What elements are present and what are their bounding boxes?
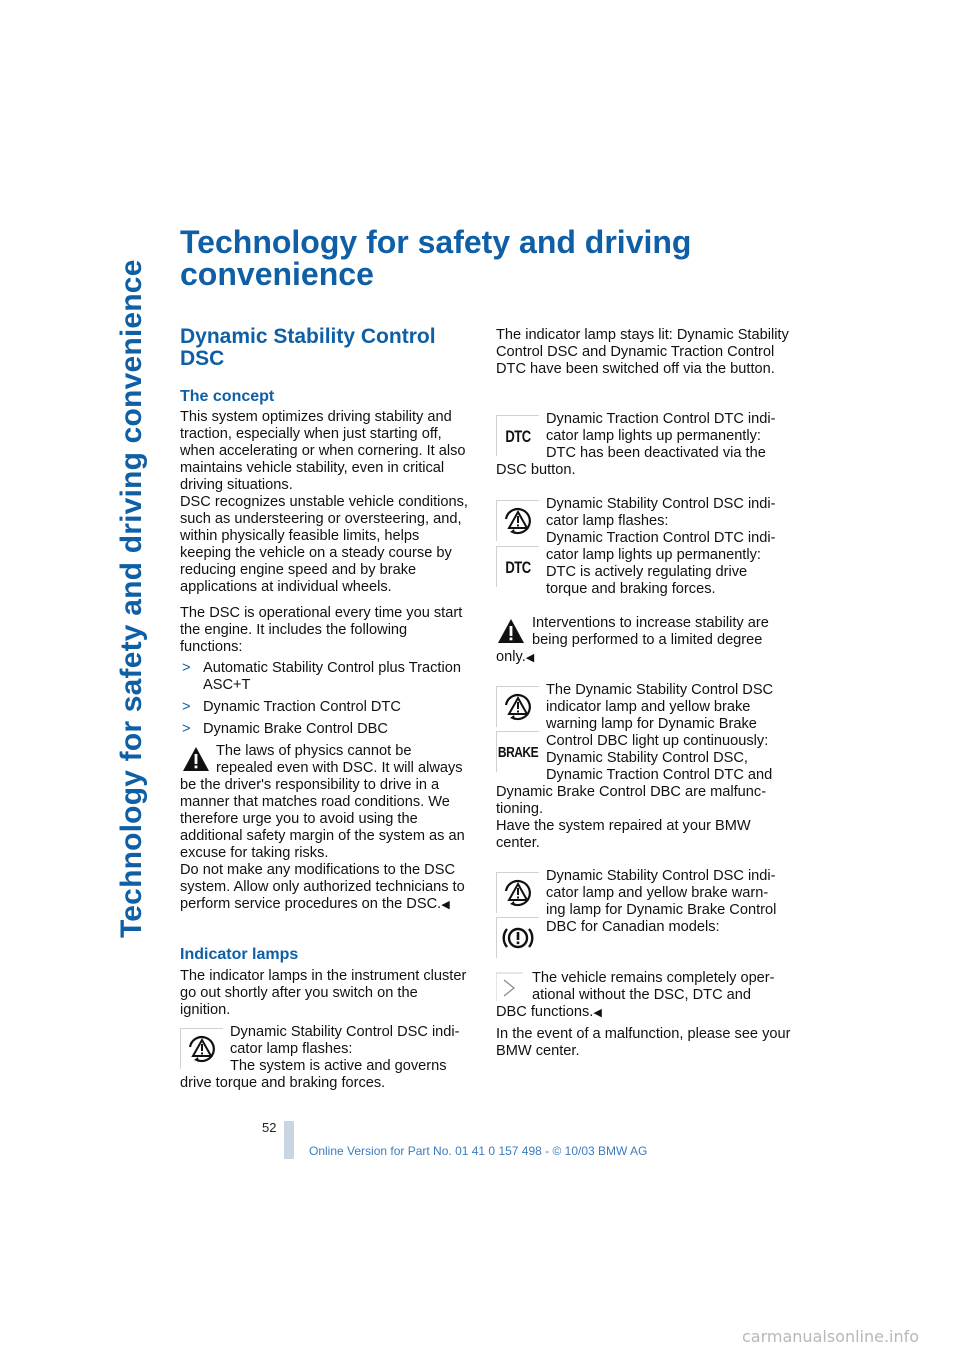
paragraph-indicator-lamps: The indicator lamps in the instrument cluster go out shortly after you switch on the ignition.: [180, 968, 467, 1018]
flash-text-line: cator lamp flashes:: [546, 513, 669, 529]
list-item: [180, 721, 472, 738]
flash-text-line: cator lamp lights up permanently:: [546, 547, 761, 563]
warning-paragraph-2: [180, 862, 472, 914]
warning-paragraph-2-text: Do not make any modifications to the DSC system. Allow only authorized technicians to perform service procedures on the DSC.: [180, 862, 465, 912]
flash-text-line: torque and braking forces.: [546, 581, 716, 597]
brake-text-line: Have the system repaired at your BMW: [496, 818, 751, 834]
warning-line-1: The laws of physics cannot be: [216, 743, 412, 759]
note-arrow-icon: [496, 972, 524, 1002]
end-marker: ◀: [525, 652, 535, 664]
warning-line: [496, 649, 792, 667]
brake-text-line: The Dynamic Stability Control DSC: [546, 682, 774, 698]
warning-paragraph: be the driver's responsibility to drive in a manner that matches road conditions. We therefore urge you to avoid using the additional safety margin of the system as an excuse for taking risks.: [180, 777, 465, 861]
bullet-marker: >: [182, 660, 191, 676]
warning-line-text: only.: [496, 649, 526, 665]
paragraph-indicator-stays-lit: The indicator lamp stays lit: Dynamic Stability Control DSC and Dynamic Traction Control DTC have been switched off via the button.: [496, 327, 789, 377]
brake-lamp-icon: [496, 731, 539, 772]
dtc-text-line: Dynamic Traction Control DTC indi-: [546, 411, 776, 427]
side-title-text: Technology for safety and driving convenience: [115, 259, 148, 938]
dsc-lamp-icon: [496, 872, 539, 913]
paragraph-malfunction: In the event of a malfunction, please see your BMW center.: [496, 1026, 791, 1059]
end-marker: ◀: [441, 899, 450, 911]
canada-text-line: cator lamp and yellow brake warn-: [546, 885, 769, 901]
canada-text-line: DBC for Canadian models:: [546, 919, 720, 935]
paragraph-concept: This system optimizes driving stability and traction, especially when just starting off, when accelerating or when cornering. It also maintains vehicle stability, even in critical driving situations.: [180, 409, 466, 493]
warning-triangle-icon: [182, 746, 210, 772]
dsc-lamp-icon: [496, 686, 539, 727]
warning-line: being performed to a limited degree: [532, 632, 763, 648]
end-marker: ◀: [593, 1007, 602, 1019]
page-title: Technology for safety and driving convenience: [180, 224, 692, 292]
flash-text-line: Dynamic Traction Control DTC indi-: [546, 530, 776, 546]
dsc-lamp-icon: [180, 1028, 223, 1069]
dtc-icon-label: DTC: [505, 557, 531, 577]
subheading-indicator-lamps: Indicator lamps: [180, 946, 299, 963]
brake-text-line: center.: [496, 835, 540, 851]
footer-online-version: Online Version for Part No. 01 41 0 157 498 - © 10/03 BMW AG: [309, 1144, 648, 1158]
dtc-lamp-icon: [496, 415, 539, 456]
canada-text-line: Dynamic Stability Control DSC indi-: [546, 868, 776, 884]
side-title: [112, 228, 162, 938]
brake-text-line: Dynamic Traction Control DTC and: [546, 767, 773, 783]
paragraph-dsc-recognizes: DSC recognizes unstable vehicle conditions, such as understeering or oversteering, and, within physically feasible limits, helps keeping the vehicle on a steady course by reducing engine speed and by brake applications at individual wheels.: [180, 494, 468, 595]
list-item-text: Automatic Stability Control plus Traction ASC+T: [203, 660, 461, 693]
lamp-text-line: drive torque and braking forces.: [180, 1075, 386, 1091]
note-line: ational without the DSC, DTC and: [532, 987, 752, 1003]
watermark: carmanualsonline.info: [742, 1327, 920, 1346]
dsc-warning-icon: [185, 1033, 219, 1065]
warning-line-2: repealed even with DSC. It will always: [216, 760, 463, 776]
lamp-text-line: cator lamp flashes:: [230, 1041, 353, 1057]
dsc-warning-icon: [501, 691, 535, 723]
bullet-marker: >: [182, 721, 191, 737]
flash-text-line: DTC is actively regulating drive: [546, 564, 748, 580]
brake-circle-lamp-icon: [496, 917, 539, 958]
dtc-text-line: cator lamp lights up permanently:: [546, 428, 761, 444]
note-line: The vehicle remains completely oper-: [532, 970, 775, 986]
dtc-text-line: DTC has been deactivated via the: [546, 445, 766, 461]
warning-line: Interventions to increase stability are: [532, 615, 769, 631]
page-number: 52: [262, 1120, 277, 1135]
dtc-icon-label: DTC: [505, 426, 531, 446]
flash-text-line: Dynamic Stability Control DSC indi-: [546, 496, 776, 512]
section-heading-dsc: Dynamic Stability Control DSC: [180, 325, 436, 370]
dtc-text-line: DSC button.: [496, 462, 576, 478]
list-item: [180, 699, 472, 716]
paragraph-dsc-operational: The DSC is operational every time you start the engine. It includes the following functions:: [180, 605, 463, 655]
note-line-text: DBC functions.: [496, 1004, 594, 1020]
brake-text-line: Control DBC light up continuously:: [546, 733, 769, 749]
brake-text-line: Dynamic Brake Control DBC are malfunc-: [496, 784, 767, 800]
list-item: [180, 660, 472, 694]
lamp-text-line: Dynamic Stability Control DSC indi-: [230, 1024, 460, 1040]
brake-text-line: indicator lamp and yellow brake: [546, 699, 751, 715]
list-item-text: Dynamic Traction Control DTC: [203, 699, 401, 715]
dsc-warning-icon: [501, 505, 535, 537]
canada-text-line: ing lamp for Dynamic Brake Control: [546, 902, 777, 918]
warning-triangle-icon: [497, 618, 525, 644]
list-item-text: Dynamic Brake Control DBC: [203, 721, 388, 737]
brake-text-line: tioning.: [496, 801, 544, 817]
dtc-lamp-icon: [496, 546, 539, 587]
dsc-warning-icon: [501, 877, 535, 909]
brake-text-line: Dynamic Stability Control DSC,: [546, 750, 748, 766]
subheading-concept: The concept: [180, 388, 275, 405]
bullet-marker: >: [182, 699, 191, 715]
note-line: [496, 1004, 792, 1022]
footer-bar: [284, 1121, 294, 1159]
brake-warning-icon: [501, 922, 535, 954]
brake-text-line: warning lamp for Dynamic Brake: [546, 716, 757, 732]
dsc-lamp-icon: [496, 500, 539, 541]
brake-icon-label: BRAKE: [497, 742, 539, 761]
lamp-text-line: The system is active and governs: [230, 1058, 447, 1074]
